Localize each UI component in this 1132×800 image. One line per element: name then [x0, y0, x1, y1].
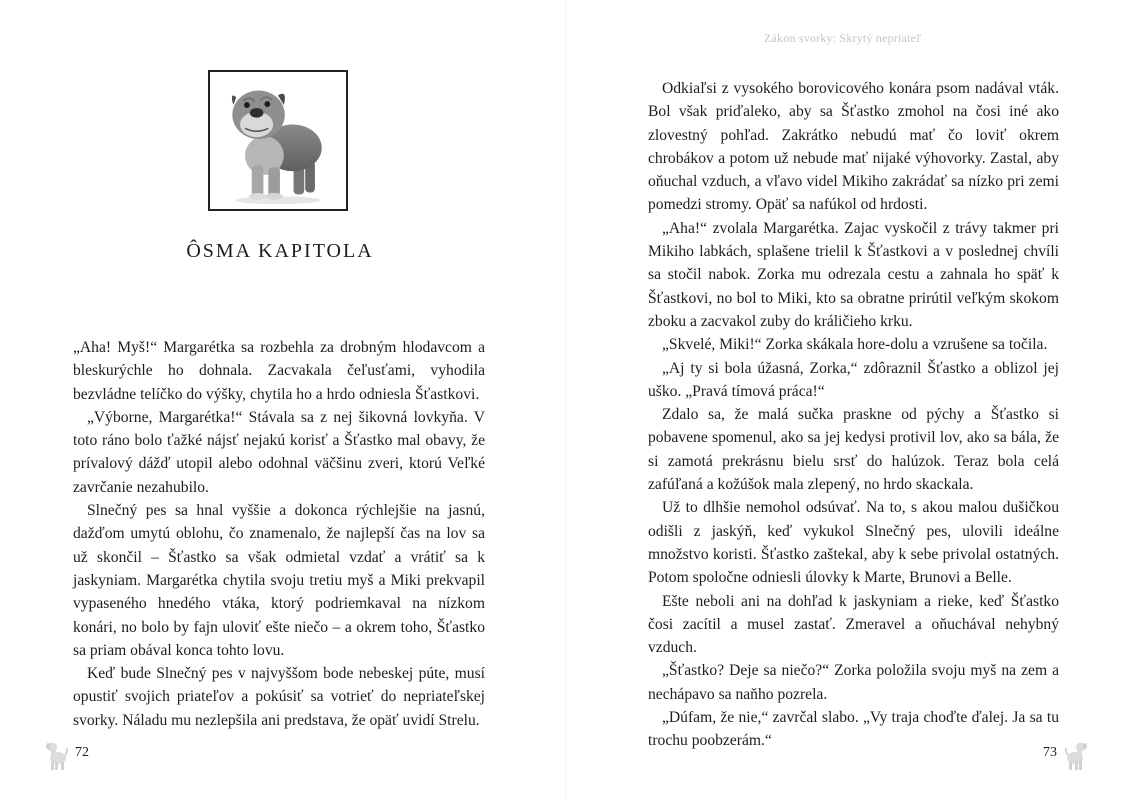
left-page-text: [73, 336, 485, 732]
paragraph: „Výborne, Margarétka!“ Stávala sa z nej šikovná lovkyňa. V toto ráno bolo ťažké nájsť nejakú korisť a Šťastko mal obavy, že prívalový dážď utopil alebo odohnal väčšinu zveri, ktorú Veľké zavrčanie nezahubilo.: [73, 408, 485, 496]
paragraph: Keď bude Slnečný pes v najvyššom bode nebeskej púte, musí opustiť svojich priateľov a pokúsiť sa votrieť do nepriateľskej svorky. Náladu mu nezlepšila ani predstava, že opäť uvidí Strelu.: [73, 665, 485, 729]
paragraph: Zdalo sa, že malá sučka praskne od pýchy a Šťastko si pobavene spomenul, ako sa jej kedysi protivil lov, ako sa bála, že si zamotá prekrásnu bielu srsť do halúzok. Teraz bola celá zafúľaná a kožúšok mala zlepený, no hrdo skackala.: [648, 406, 1059, 494]
right-page-text: [648, 77, 1059, 753]
running-head: Zákon svorky: Skrytý nepriateľ: [764, 31, 922, 45]
paragraph: „Skvelé, Miki!“ Zorka skákala hore-dolu a vzrušene sa točila.: [662, 336, 1048, 354]
page-number: 73: [1043, 745, 1057, 760]
paragraph: Odkiaľsi z vysokého borovicového konára psom nadával vták. Bol však priďaleko, aby sa Šťastko zmohol na čosi iné ako zlovestný pohľad. Zakrátko nebudú mať čo loviť okrem chrobákov a potom už nebude mať nijaké výhovorky. Zastal, aby oňuchal vzduch, a vľavo videl Mikiho zakrádať sa nízko pri zemi pomedzi stromy. Opäť sa nafúkol od hrdosti.: [648, 80, 1059, 214]
paragraph: Ešte neboli ani na dohľad k jaskyniam a rieke, keď Šťastko čosi zacítil a musel zastať. Zmeravel a oňuchával nehybný vzduch.: [648, 592, 1059, 657]
puppy-icon: [1065, 741, 1089, 771]
paragraph: „Aj ty si bola úžasná, Zorka,“ zdôraznil Šťastko a oblizol jej uško. „Pravá tímová práca!“: [648, 359, 1059, 400]
paragraph: „Dúfam, že nie,“ zavrčal slabo. „Vy traja choďte ďalej. Ja sa tu trochu poobzerám.“: [648, 709, 1059, 750]
paragraph: Už to dlhšie nemohol odsúvať. Na to, s akou malou dušičkou odišli z jaskýň, keď vykukol Slnečný pes, ulovili ideálne množstvo koristi. Šťastko zaštekal, aby k sebe privolal ostatných. Potom spoločne odniesli úlovky k Marte, Brunovi a Belle.: [648, 499, 1059, 587]
paragraph: „Aha!“ zvolala Margarétka. Zajac vyskočil z trávy takmer pri Mikiho labkách, splašene trielil k Šťastkovi a v poslednej chvíli sa stočil nabok. Zorka mu odrezala cestu a zahnala ho späť k Šťastkovi, no bol to Miki, kto sa obratne prirútil veľkým skokom zboku a zacvakol zuby do králičieho krku.: [648, 219, 1059, 330]
paragraph: „Aha! Myš!“ Margarétka sa rozbehla za drobným hlodavcom a bleskurýchle ho dohnala. Zacvakala čeľusťami, vyhodila bezvládne telíčko do výšky, chytila ho a hrdo odniesla Šťastkovi.: [73, 339, 485, 403]
paragraph: Slnečný pes sa hnal vyššie a dokonca rýchlejšie na jasnú, dažďom umytú oblohu, čo znamenalo, že najlepší čas na lov sa už skončil – Šťastko sa však odmietal vzdať a vrátiť sa k jaskyniam. Margarétka chytila svoju tretiu myš a Miki prekvapil vypaseného hnedého vtáka, ktorý podriemkaval na nízkom konári, no bolo by fajn uloviť ešte niečo – a okrem toho, Šťastko sa priam obával konca tohto lovu.: [73, 502, 485, 659]
chapter-title: ÔSMA KAPITOLA: [186, 240, 374, 262]
puppy-icon: [44, 741, 68, 771]
page-number: 72: [75, 745, 89, 760]
bulldog-illustration: [208, 70, 348, 211]
bulldog-icon: [210, 72, 346, 209]
paragraph: „Šťastko? Deje sa niečo?“ Zorka položila svoju myš na zem a nechápavo sa naňho pozrela.: [648, 662, 1059, 703]
